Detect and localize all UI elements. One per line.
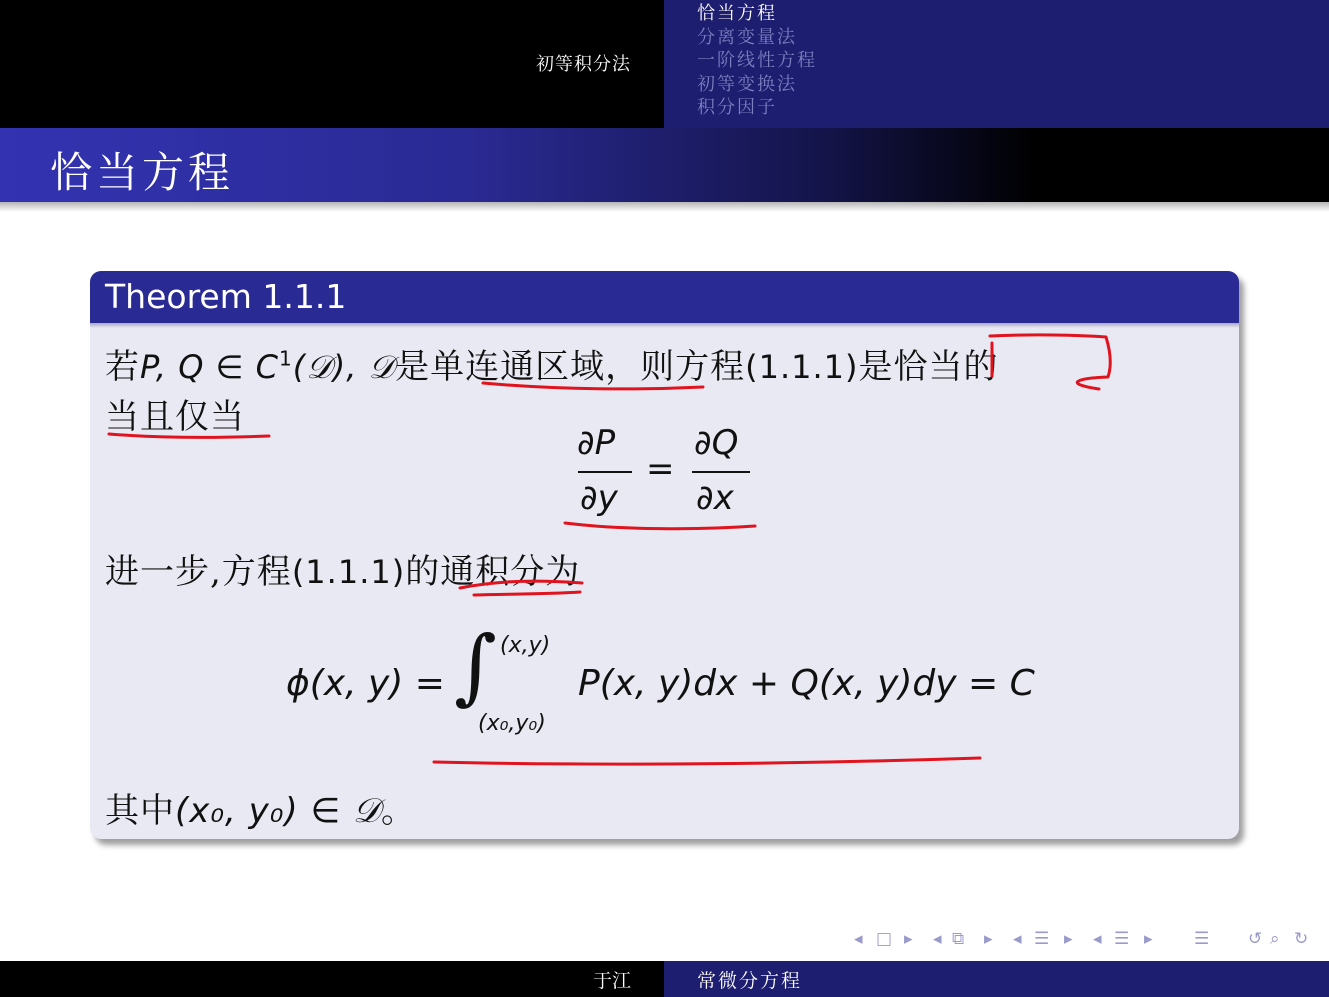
line1-equation-ref: (1.1.1) — [745, 348, 859, 386]
slide-prev-icon[interactable]: ◂ — [854, 929, 863, 949]
underline-general-integral-2 — [474, 592, 580, 595]
section-prev-icon[interactable]: ◂ — [1093, 929, 1102, 949]
frac-right-denominator: ∂x — [696, 478, 734, 518]
section-next-icon[interactable]: ▸ — [1144, 929, 1153, 949]
line4-suffix: 。 — [381, 791, 417, 831]
loop-back-icon[interactable]: ↺ — [1248, 929, 1263, 949]
line1-superscript: 1 — [278, 346, 293, 371]
subsection-item-linear[interactable]: 一阶线性方程 — [697, 50, 817, 71]
subsection-icon[interactable]: ☰ — [1034, 929, 1050, 949]
theorem-title: Theorem 1.1.1 — [105, 277, 347, 316]
slide-box-icon[interactable]: □ — [876, 929, 893, 949]
integral-lhs: ϕ(x, y) = — [286, 663, 445, 704]
line1-domain: (𝒟), 𝒟 — [292, 348, 396, 386]
slide-next-icon[interactable]: ▸ — [904, 929, 913, 949]
beamer-nav-symbols — [850, 929, 1320, 953]
frac-equals: = — [646, 449, 675, 489]
underline-iff — [109, 434, 269, 437]
frame-next-icon[interactable]: ▸ — [984, 929, 993, 949]
integral-lower-limit: (x₀,y₀) — [478, 711, 546, 736]
underline-simply-connected — [483, 383, 703, 389]
subsection-item-separation[interactable]: 分离变量法 — [697, 26, 797, 48]
frame-box-icon[interactable]: ⧉ — [952, 929, 965, 949]
integral-sign: ∫ — [454, 619, 497, 714]
underline-general-integral-1 — [460, 581, 582, 588]
line3-prefix: 进一步,方程 — [105, 552, 292, 592]
line1-text: 是单连通区域，则方程 — [395, 347, 746, 387]
line1-math: P, Q ∈ C — [140, 348, 279, 386]
frac-left-numerator: ∂P — [577, 423, 616, 463]
footer-author: 于江 — [592, 970, 631, 992]
footer-title: 常微分方程 — [697, 970, 803, 992]
box-exact — [990, 335, 1110, 389]
frac-left-denominator: ∂y — [580, 478, 618, 518]
line1-prefix: 若 — [105, 347, 140, 387]
line1-suffix: 是恰当的 — [858, 347, 999, 387]
align-icon[interactable]: ☰ — [1194, 929, 1210, 949]
underline-fraction — [565, 523, 755, 529]
integral-body: P(x, y)dx + Q(x, y)dy = C — [578, 663, 1035, 704]
subsection-item-integrating-factor[interactable]: 积分因子 — [697, 97, 777, 118]
frame-title: 恰当方程 — [50, 148, 235, 197]
section-icon[interactable]: ☰ — [1114, 929, 1130, 949]
line4-prefix: 其中 — [105, 791, 175, 831]
line3-equation-ref: (1.1.1) — [291, 553, 406, 591]
integral-upper-limit: (x,y) — [500, 633, 551, 658]
subsection-item-exact-equation[interactable]: 恰当方程 — [697, 3, 777, 24]
search-icon[interactable]: ⌕ — [1270, 929, 1280, 949]
frame-prev-icon[interactable]: ◂ — [933, 929, 942, 949]
line4-math: (x₀, y₀) ∈ 𝒟 — [175, 791, 382, 831]
line3-suffix: 的通积分为 — [405, 552, 581, 592]
subsection-prev-icon[interactable]: ◂ — [1013, 929, 1022, 949]
subsection-item-transformation[interactable]: 初等变换法 — [697, 73, 797, 95]
subsection-next-icon[interactable]: ▸ — [1064, 929, 1073, 949]
footer-right — [664, 961, 1329, 997]
theorem-line-2: 当且仅当 — [105, 397, 245, 437]
underline-integral-formula — [434, 758, 980, 764]
section-name[interactable]: 初等积分法 — [536, 54, 631, 75]
footer-left — [0, 961, 664, 997]
loop-forward-icon[interactable]: ↻ — [1294, 929, 1309, 949]
frac-right-numerator: ∂Q — [694, 423, 739, 463]
